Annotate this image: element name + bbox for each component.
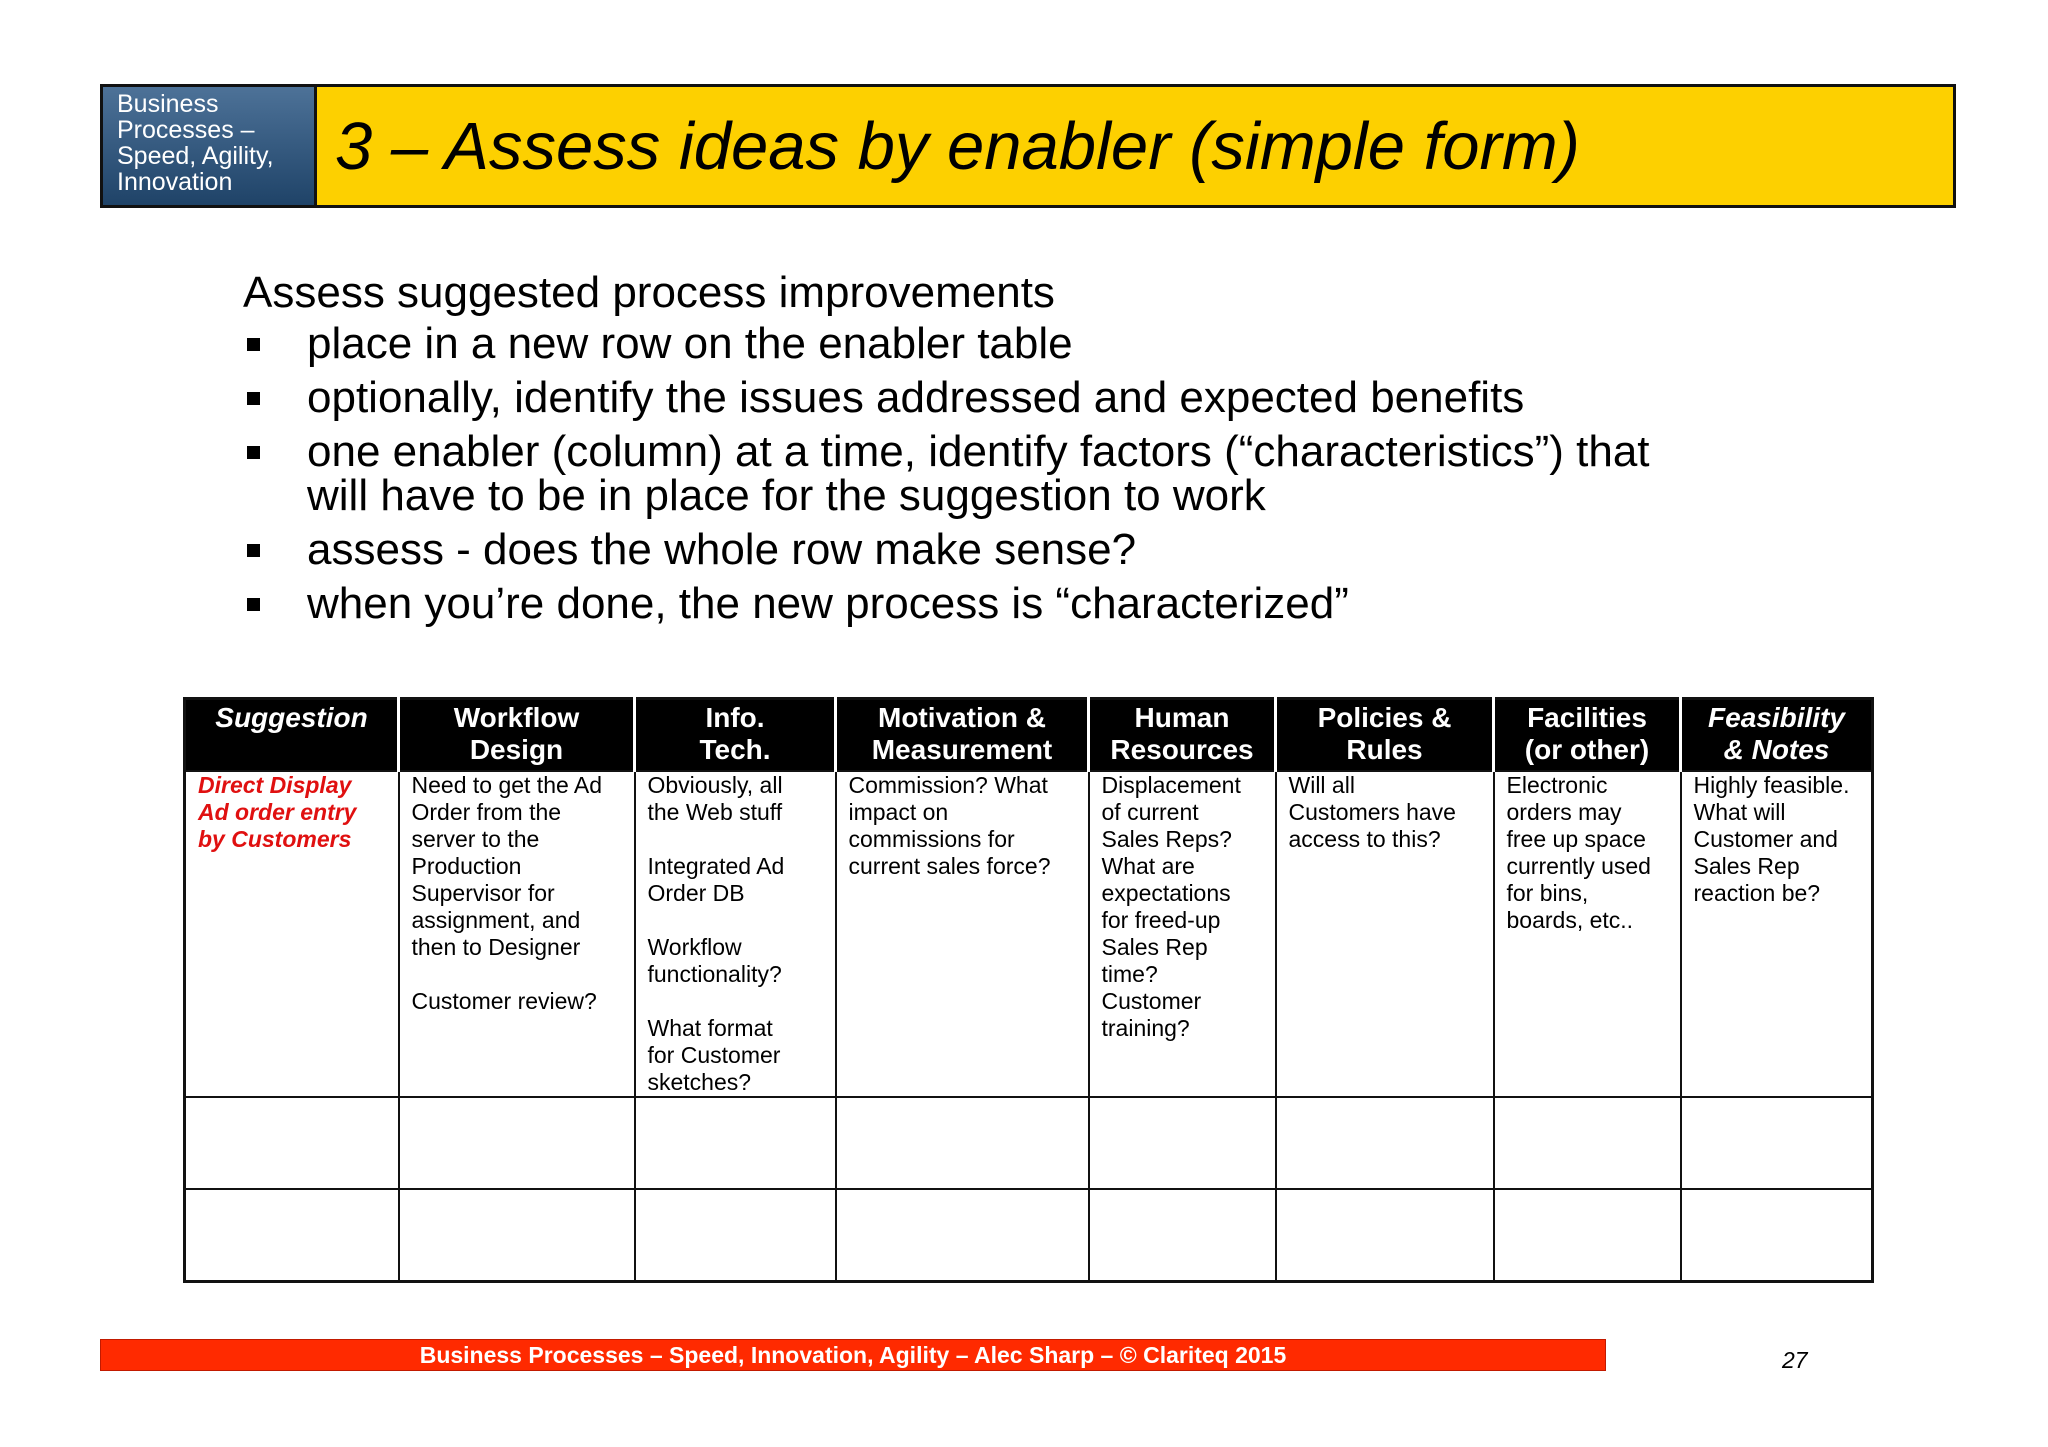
cell-line: Order from the (411, 799, 562, 825)
cell-line: orders may (1506, 799, 1622, 825)
table-cell-empty[interactable] (1276, 1189, 1494, 1282)
cell-line: Supervisor for (411, 880, 555, 906)
table-cell-empty[interactable] (1494, 1097, 1681, 1189)
cell-line (648, 907, 827, 934)
column-header (185, 699, 399, 772)
cell-line: Production (411, 853, 522, 879)
table-cell-empty[interactable] (185, 1097, 399, 1189)
cell-line (648, 988, 827, 1015)
cell-line: training? (1101, 1015, 1190, 1041)
column-header (1494, 699, 1681, 772)
table-cell-empty[interactable] (1681, 1189, 1873, 1282)
column-header-line: Feasibility (1708, 702, 1845, 733)
bullet-item (243, 373, 1650, 422)
bullet-line: assess - does the whole row make sense? (307, 525, 1137, 574)
cell-line: Customer review? (411, 988, 597, 1014)
square-bullet-icon (247, 446, 260, 459)
table-row-empty (185, 1189, 1873, 1282)
cell-line: by Customers (198, 826, 352, 852)
cell-line: Highly feasible. (1693, 772, 1850, 798)
table-cell-empty[interactable] (1089, 1097, 1276, 1189)
bullet-line: optionally, identify the issues addressed and expected benefits (307, 373, 1525, 422)
cell-line: server to the (411, 826, 540, 852)
column-header-line: & Notes (1723, 734, 1830, 765)
table-cell-empty[interactable] (1089, 1189, 1276, 1282)
cell-line: Order DB (647, 880, 745, 906)
bullet-line: will have to be in place for the suggestion to work (307, 471, 1266, 520)
bullet-item (243, 427, 1650, 520)
bullet-line: when you’re done, the new process is “characterized” (307, 579, 1349, 628)
column-header-line: Facilities (1527, 702, 1647, 733)
table-cell[interactable] (635, 771, 836, 1097)
column-header-line: Measurement (871, 734, 1053, 765)
column-header (836, 699, 1089, 772)
square-bullet-icon (247, 598, 260, 611)
cell-line: Ad order entry (198, 799, 357, 825)
column-header-line: Suggestion (215, 702, 368, 733)
course-line: Processes – (117, 116, 255, 144)
table-cell-empty[interactable] (836, 1097, 1089, 1189)
cell-line: for Customer (647, 1042, 781, 1068)
column-header (399, 699, 635, 772)
cell-line: boards, etc.. (1506, 907, 1634, 933)
cell-line: What are (1101, 853, 1195, 879)
title-bar (100, 84, 1956, 208)
square-bullet-icon (247, 338, 260, 351)
column-header-line: Tech. (699, 734, 771, 765)
table-cell-empty[interactable] (1494, 1189, 1681, 1282)
column-header (1276, 699, 1494, 772)
bullet-item (243, 579, 1650, 628)
column-header-line: Motivation & (878, 702, 1046, 733)
cell-line: then to Designer (411, 934, 581, 960)
table-row-empty (185, 1097, 1873, 1189)
course-line: Innovation (117, 168, 233, 196)
cell-line: Will all (1288, 772, 1355, 798)
table-cell-empty[interactable] (185, 1189, 399, 1282)
cell-line: current sales force? (848, 853, 1051, 879)
cell-line: Commission? What (848, 772, 1048, 798)
cell-line: Customers have (1288, 799, 1456, 825)
table-cell[interactable] (1681, 771, 1873, 1097)
cell-line: Sales Rep (1693, 853, 1800, 879)
column-header-line: Policies & (1317, 702, 1452, 733)
column-header (1089, 699, 1276, 772)
table-cell[interactable] (1276, 771, 1494, 1097)
table-header-row (185, 699, 1873, 772)
cell-line: Customer (1101, 988, 1202, 1014)
table-cell[interactable] (836, 771, 1089, 1097)
page-number: 27 (1782, 1347, 1808, 1373)
enabler-table (183, 697, 1874, 1283)
slide-title: 3 – Assess ideas by enabler (simple form) (335, 108, 1580, 184)
column-header (635, 699, 836, 772)
table-cell-empty[interactable] (399, 1189, 635, 1282)
table-cell[interactable] (1089, 771, 1276, 1097)
cell-line (412, 961, 626, 988)
cell-line: impact on (848, 799, 949, 825)
cell-line: Obviously, all (647, 772, 783, 798)
cell-line: of current (1101, 799, 1199, 825)
column-header-line: (or other) (1524, 734, 1650, 765)
cell-line: time? (1101, 961, 1158, 987)
course-line: Speed, Agility, (117, 142, 274, 170)
footer-bar: Business Processes – Speed, Innovation, Agility – Alec Sharp – © Clariteq 2015 (100, 1339, 1606, 1371)
table-cell-empty[interactable] (635, 1097, 836, 1189)
cell-line (648, 826, 827, 853)
column-header-line: Rules (1346, 734, 1423, 765)
cell-line: commissions for (848, 826, 1015, 852)
square-bullet-icon (247, 392, 260, 405)
cell-line: sketches? (647, 1069, 752, 1095)
cell-line: Need to get the Ad (411, 772, 603, 798)
table-cell-empty[interactable] (635, 1189, 836, 1282)
cell-line: Electronic (1506, 772, 1608, 798)
cell-line: reaction be? (1693, 880, 1821, 906)
cell-line: for freed-up (1101, 907, 1221, 933)
table-row (185, 771, 1873, 1097)
bullet-line: one enabler (column) at a time, identify factors (“characteristics”) that (307, 427, 1650, 476)
cell-line: free up space (1506, 826, 1646, 852)
table-cell-empty[interactable] (836, 1189, 1089, 1282)
table-cell-empty[interactable] (1276, 1097, 1494, 1189)
table-cell[interactable] (1494, 771, 1681, 1097)
cell-line: assignment, and (411, 907, 581, 933)
cell-line: expectations (1101, 880, 1231, 906)
table-cell-empty[interactable] (1681, 1097, 1873, 1189)
cell-line: the Web stuff (647, 799, 783, 825)
cell-line: What format (647, 1015, 773, 1041)
course-label-box (103, 87, 317, 205)
column-header-line: Human (1134, 702, 1230, 733)
square-bullet-icon (247, 544, 260, 557)
course-line: Business (117, 90, 219, 118)
cell-line: Customer and (1693, 826, 1838, 852)
column-header-line: Design (469, 734, 564, 765)
cell-line: Integrated Ad (647, 853, 785, 879)
cell-line: Workflow (647, 934, 742, 960)
bullet-line: place in a new row on the enabler table (307, 319, 1073, 368)
cell-line: functionality? (647, 961, 782, 987)
suggestion-cell[interactable] (185, 771, 399, 1097)
cell-line: Sales Reps? (1101, 826, 1232, 852)
cell-line: What will (1693, 799, 1786, 825)
column-header-line: Workflow (453, 702, 580, 733)
cell-line: access to this? (1288, 826, 1441, 852)
cell-line: Direct Display (198, 772, 352, 798)
column-header-line: Info. (705, 702, 765, 733)
bullet-item (243, 319, 1650, 368)
column-header (1681, 699, 1873, 772)
cell-line: Sales Rep (1101, 934, 1208, 960)
cell-line: Displacement (1101, 772, 1241, 798)
column-header-line: Resources (1110, 734, 1254, 765)
table-cell-empty[interactable] (399, 1097, 635, 1189)
intro-text: Assess suggested process improvements (243, 268, 1055, 317)
table-cell[interactable] (399, 771, 635, 1097)
bullet-item (243, 525, 1650, 574)
bullet-list (243, 319, 1650, 636)
cell-line: for bins, (1506, 880, 1589, 906)
cell-line: currently used (1506, 853, 1651, 879)
